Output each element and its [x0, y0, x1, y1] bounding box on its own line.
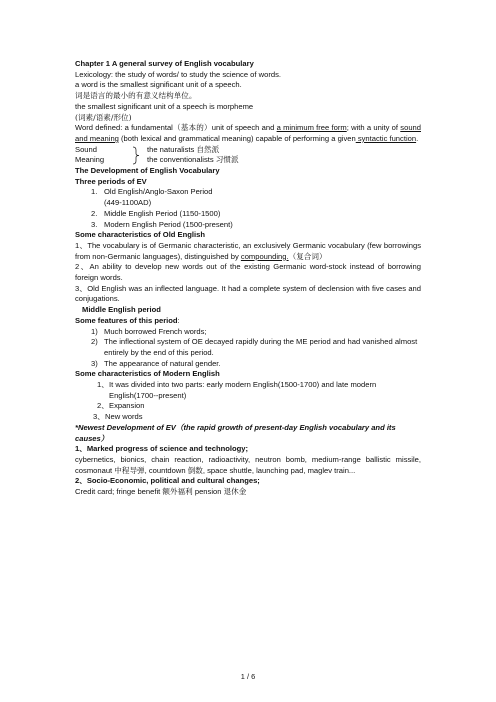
list-item [91, 220, 421, 231]
me-features-list [75, 327, 421, 370]
list-item [91, 337, 421, 358]
item-text: It was divided into two parts: early modern English(1500-1700) and late modern English(1700--present) [109, 380, 377, 400]
text-line: the smallest significant unit of a speech is morpheme [75, 101, 254, 111]
paragraph-text: 1、The vocabulary is of Germanic characteristic, an exclusively Germanic vocabulary (few borrowings from non-Germanic languages), distinguished by [75, 240, 421, 261]
section-heading: Middle English period [82, 305, 161, 315]
text-line: 词是语言的最小的有意义结构单位。 [75, 91, 197, 101]
periods-list [75, 187, 421, 230]
word-definition [75, 123, 421, 144]
definition-text: (both lexical and grammatical meaning) capable of performing a given [118, 133, 356, 143]
text-line: a word is the smallest significant unit of a speech. [75, 80, 242, 90]
section-heading [75, 316, 421, 327]
heading-text: Some features of this period [75, 315, 178, 325]
item-text: Much borrowed French words; [104, 326, 207, 336]
list-item [97, 401, 421, 412]
section-heading: *Newest Development of EV（the rapid growth of present-day English vocabulary and its causes） [75, 422, 396, 443]
sound-label: Sound [75, 144, 97, 154]
item-number: 2、 [97, 401, 109, 411]
paragraph: 3、Old English was an inflected language. It had a complete system of declension with five cases and conjugations. [75, 283, 421, 304]
chapter-title: Chapter 1 A general survey of English vocabulary [75, 59, 254, 68]
paragraph [75, 241, 421, 262]
underlined-term: compounding. [240, 251, 289, 261]
item-number: 2) [91, 337, 98, 347]
paragraph: cybernetics, bionics, chain reaction, radioactivity, neutron bomb, medium-range ballistic missile, cosmonaut 中程导弹, countdown 倒数, space shuttle, launching pad, maglev train... [75, 455, 421, 475]
brace-icon [132, 146, 140, 165]
page-total: 6 [251, 672, 256, 681]
underlined-term: a minimum free form [276, 123, 347, 133]
section-heading: Three periods of EV [75, 176, 147, 186]
item-text: The inflectional system of OE decayed rapidly during the ME period and had vanished almost entirely by the end of this period. [104, 337, 418, 357]
text-line: (词素/语素/形位) [75, 112, 132, 122]
item-number: 3) [91, 358, 98, 368]
item-number: 1、 [97, 380, 109, 390]
item-text: Expansion [109, 401, 145, 411]
sound-meaning-schools [75, 145, 421, 166]
section-heading: The Development of English Vocabulary [75, 166, 220, 176]
page-number: 1 [240, 672, 245, 681]
item-number: 2. [91, 208, 98, 218]
item-number: 3、 [93, 412, 105, 422]
item-text: (449-1100AD) [104, 198, 152, 208]
subsection-heading: 2、Socio-Economic, political and cultural changes; [75, 476, 260, 486]
list-item [91, 187, 421, 198]
list-item [93, 412, 421, 423]
item-text: Modern English Period (1500-present) [104, 219, 233, 229]
modern-english-list [75, 380, 421, 423]
paragraph: Credit card; fringe benefit 额外福利 pension 退休金 [75, 487, 247, 497]
page-footer [0, 672, 496, 681]
paragraph: 2、An ability to develop new words out of the existing Germanic word-stock instead of borrowing foreign words. [75, 262, 421, 283]
paragraph-text: （复合词） [288, 251, 327, 261]
item-text: The appearance of natural gender. [104, 358, 221, 368]
naturalists-label: the naturalists 自然派 [147, 144, 220, 154]
item-text: Middle English Period (1150-1500) [104, 208, 221, 218]
meaning-label: Meaning [75, 155, 105, 165]
list-item [91, 198, 421, 209]
list-item [91, 209, 421, 220]
list-item [91, 327, 421, 338]
item-number [91, 198, 104, 209]
document-body [75, 59, 421, 498]
item-number: 1. [91, 187, 98, 197]
text-line: Lexicology: the study of words/ to study the science of words. [75, 69, 281, 79]
underlined-term: sound and meaning [75, 123, 421, 143]
list-item [91, 359, 421, 370]
section-heading: Some characteristics of Modern English [75, 369, 220, 379]
underlined-term: syntactic function [355, 133, 417, 143]
subsection-heading: 1、Marked progress of science and technology; [75, 444, 249, 454]
heading-colon: : [177, 315, 180, 325]
item-number: 3. [91, 219, 98, 229]
definition-text: ; with a unity of [346, 123, 401, 133]
item-text: New words [105, 412, 143, 422]
section-heading: Some characteristics of Old English [75, 230, 205, 240]
conventionalists-label: the conventionalists 习惯派 [147, 155, 239, 165]
item-text: Old English/Anglo-Saxon Period [104, 187, 213, 197]
definition-text: Word defined: a fundamental（基本的）unit of speech and [75, 123, 277, 133]
item-number: 1) [91, 326, 98, 336]
definition-text: . [416, 133, 419, 143]
page-separator: / [246, 672, 250, 681]
list-item [97, 380, 421, 401]
